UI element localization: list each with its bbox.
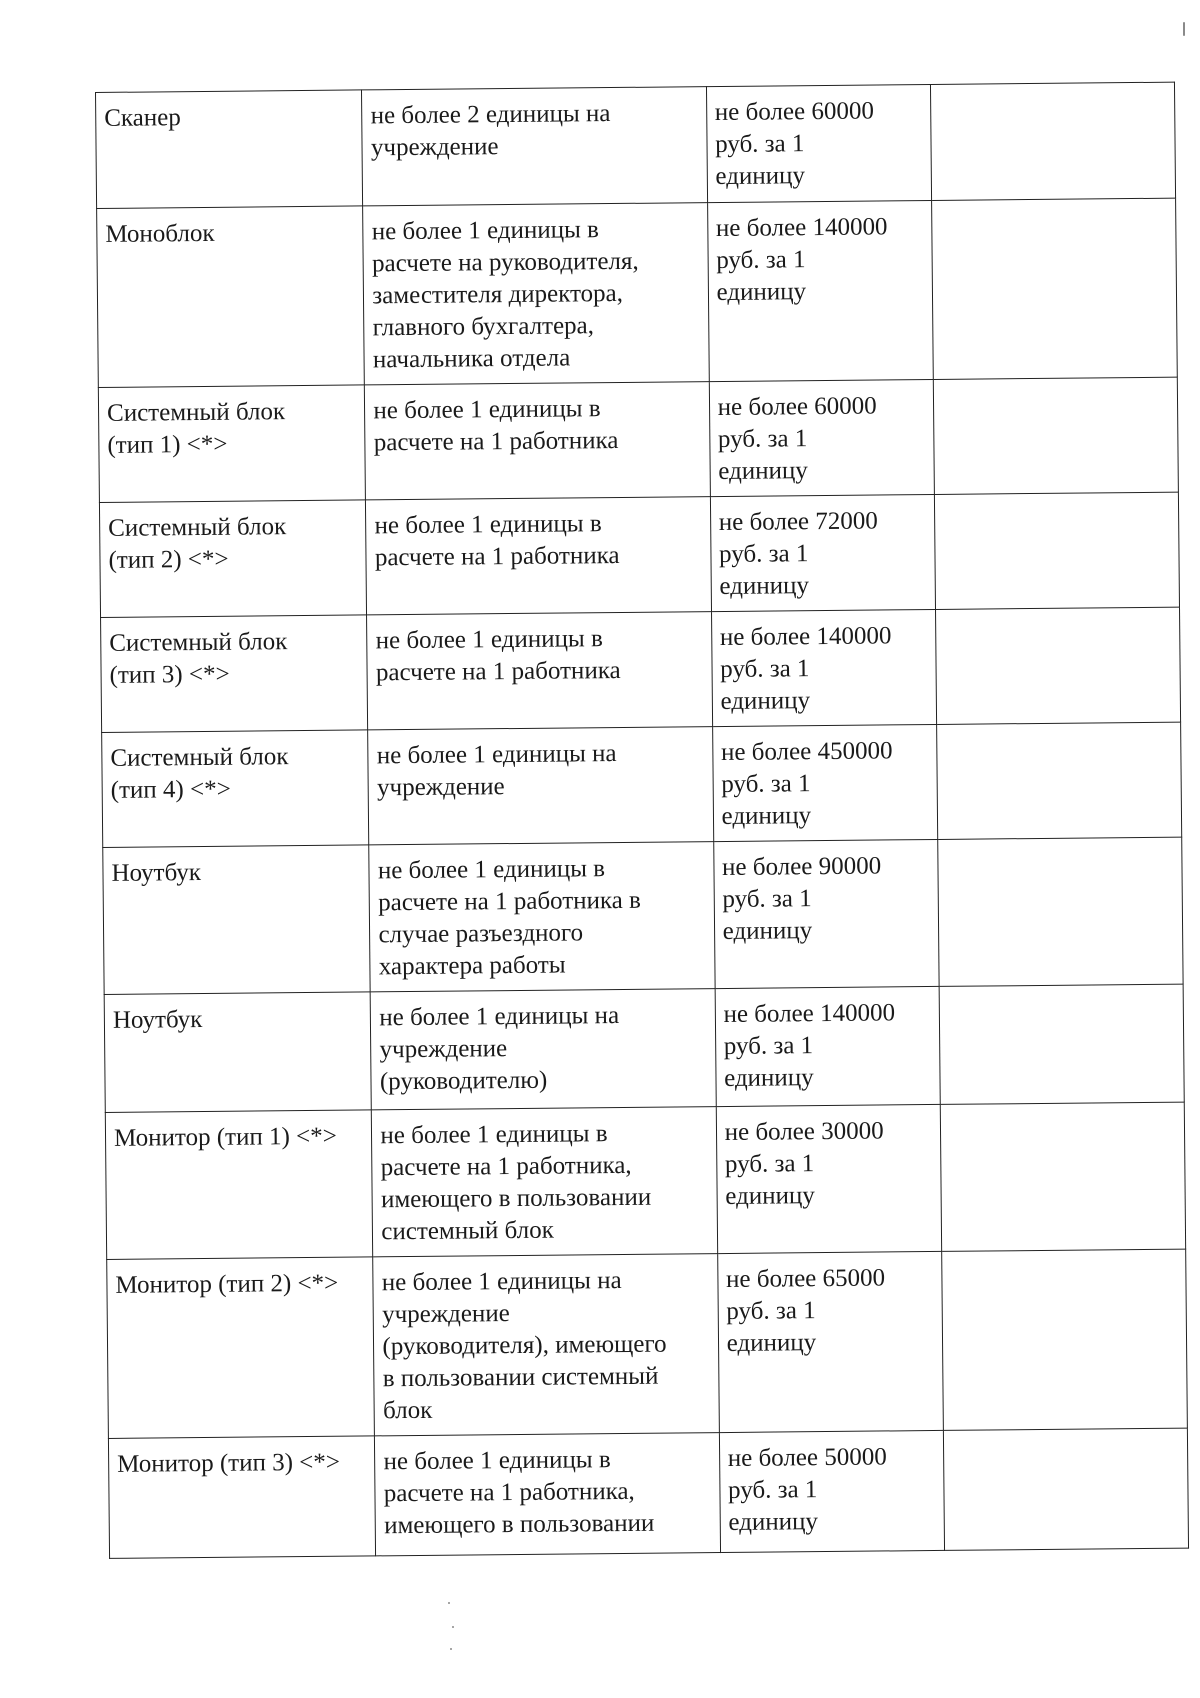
note-cell	[931, 82, 1176, 200]
table-row	[101, 607, 1181, 732]
price-limit-cell: не более 60000 руб. за 1 единицу	[706, 84, 932, 202]
price-limit-cell: не более 140000 руб. за 1 единицу	[715, 986, 941, 1106]
equipment-name-cell: Сканер	[96, 90, 363, 209]
price-limit-cell: не более 65000 руб. за 1 единицу	[717, 1251, 943, 1432]
equipment-name-cell: Системный блок (тип 1) <*>	[98, 385, 365, 503]
equipment-name-cell: Монитор (тип 3) <*>	[108, 1436, 376, 1559]
quantity-norm-cell: не более 1 единицы в расчете на 1 работника, имеющего в пользовании	[375, 1433, 720, 1556]
equipment-norms-table	[95, 82, 1189, 1559]
quantity-norm-cell: не более 2 единицы на учреждение	[362, 87, 707, 206]
note-cell	[938, 837, 1183, 986]
note-cell	[934, 492, 1179, 609]
table-row	[98, 377, 1178, 502]
note-cell	[933, 377, 1178, 494]
equipment-name-cell: Ноутбук	[104, 992, 372, 1113]
table-row	[102, 722, 1182, 847]
quantity-norm-cell: не более 1 единицы в расчете на 1 работника	[366, 497, 711, 615]
quantity-norm-cell: не более 1 единицы в расчете на руководителя, заместителя директора, главного бухгалтера, начальника отдела	[363, 203, 709, 385]
table-body	[96, 82, 1189, 1558]
price-limit-cell: не более 140000 руб. за 1 единицу	[707, 200, 933, 381]
equipment-name-cell: Системный блок (тип 3) <*>	[101, 615, 368, 733]
quantity-norm-cell: не более 1 единицы в расчете на 1 работника	[367, 612, 712, 730]
quantity-norm-cell: не более 1 единицы в расчете на 1 работника в случае разъездного характера работы	[369, 842, 715, 992]
scan-mark	[1183, 22, 1185, 36]
scan-mark	[450, 1648, 452, 1650]
equipment-name-cell: Системный блок (тип 2) <*>	[99, 500, 366, 618]
note-cell	[937, 722, 1182, 839]
price-limit-cell: не более 60000 руб. за 1 единицу	[709, 379, 935, 496]
table-row	[97, 198, 1178, 387]
note-cell	[939, 984, 1184, 1104]
table-row	[107, 1249, 1188, 1438]
equipment-name-cell: Монитор (тип 2) <*>	[107, 1257, 375, 1439]
quantity-norm-cell: не более 1 единицы на учреждение	[368, 727, 713, 845]
note-cell	[940, 1102, 1185, 1251]
quantity-norm-cell: не более 1 единицы в расчете на 1 работника	[365, 382, 710, 500]
scan-mark	[452, 1626, 454, 1628]
price-limit-cell: не более 50000 руб. за 1 единицу	[719, 1430, 945, 1552]
note-cell	[942, 1249, 1188, 1430]
price-limit-cell: не более 30000 руб. за 1 единицу	[716, 1104, 942, 1253]
table-row	[104, 984, 1184, 1112]
equipment-name-cell: Моноблок	[97, 206, 365, 388]
price-limit-cell: не более 450000 руб. за 1 единицу	[712, 724, 938, 841]
table-row	[96, 82, 1176, 208]
table-row	[99, 492, 1179, 617]
note-cell	[943, 1428, 1188, 1550]
quantity-norm-cell: не более 1 единицы в расчете на 1 работника, имеющего в пользовании системный блок	[372, 1107, 718, 1257]
quantity-norm-cell: не более 1 единицы на учреждение (руководителю)	[371, 989, 716, 1110]
note-cell	[932, 198, 1178, 379]
price-limit-cell: не более 90000 руб. за 1 единицу	[713, 839, 939, 988]
price-limit-cell: не более 140000 руб. за 1 единицу	[711, 609, 937, 726]
quantity-norm-cell: не более 1 единицы на учреждение (руководителя), имеющего в пользовании системный блок	[373, 1254, 719, 1436]
price-limit-cell: не более 72000 руб. за 1 единицу	[710, 494, 936, 611]
note-cell	[936, 607, 1181, 724]
equipment-name-cell: Ноутбук	[103, 845, 371, 995]
table-row	[105, 1102, 1185, 1259]
scan-mark	[448, 1602, 450, 1604]
equipment-name-cell: Системный блок (тип 4) <*>	[102, 730, 369, 848]
table-row	[103, 837, 1183, 994]
table-row	[108, 1428, 1188, 1558]
equipment-name-cell: Монитор (тип 1) <*>	[105, 1110, 373, 1260]
